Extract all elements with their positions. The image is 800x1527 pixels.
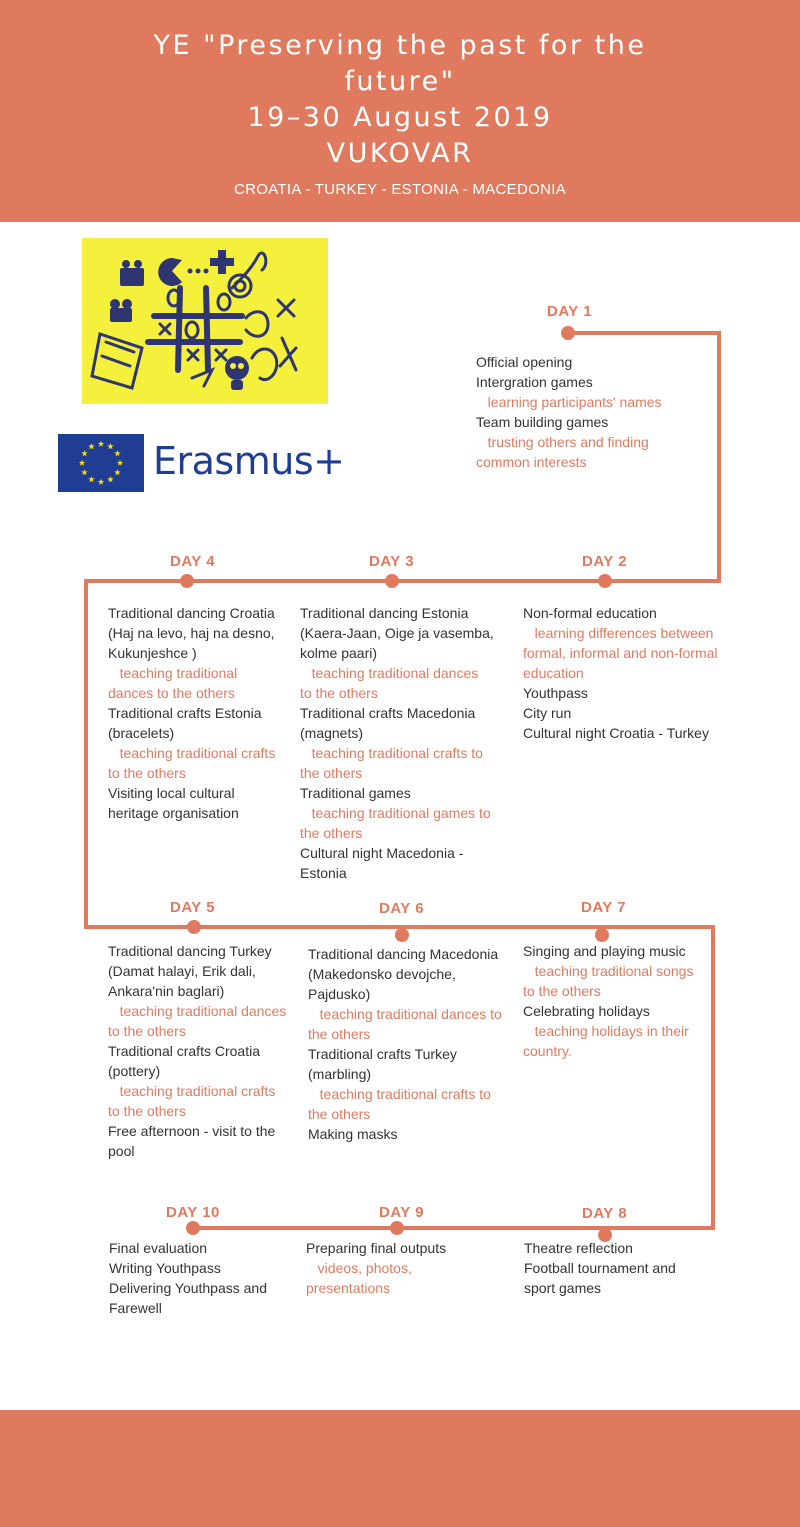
activity-item: kolme paari) [300, 645, 378, 661]
footer-banner [0, 1410, 800, 1527]
activity-item: Youthpass [523, 685, 588, 701]
activity-description: presentations [306, 1280, 391, 1296]
eu-star [79, 460, 85, 466]
activity-description: dances to the others [108, 685, 235, 701]
project-logo [82, 238, 328, 404]
activity-description: to the others [108, 765, 186, 781]
activity-item: Intergration games [476, 374, 593, 390]
activity-description: trusting others and finding [487, 434, 649, 450]
eu-star [114, 469, 120, 475]
activity-item: (pottery) [108, 1063, 161, 1079]
activity-item: Singing and playing music [523, 943, 686, 959]
day-2-activities [523, 603, 733, 743]
activity-item: Writing Youthpass [109, 1260, 221, 1276]
activity-description: to the others [108, 1103, 186, 1119]
activity-item: Traditional crafts Croatia [108, 1043, 260, 1059]
day-4-activities [108, 603, 293, 823]
day-10-label: DAY 10 [166, 1204, 220, 1221]
activity-description: learning participants' names [487, 394, 662, 410]
day-5-activities [108, 941, 298, 1161]
activity-item: Football tournament and [524, 1260, 676, 1276]
activity-item: Non-formal education [523, 605, 657, 621]
erasmus-wordmark: Erasmus+ [153, 439, 345, 483]
activity-item: Celebrating holidays [523, 1003, 650, 1019]
day-5-label: DAY 5 [170, 899, 216, 916]
day-10-activities [109, 1238, 299, 1318]
activity-item: heritage organisation [108, 805, 239, 821]
timeline-line-left [84, 579, 88, 929]
activity-item: Visiting local cultural [108, 785, 235, 801]
activity-item: Estonia [300, 865, 347, 881]
eu-flag-icon [58, 434, 144, 492]
activity-description: the others [300, 825, 363, 841]
activity-item: (marbling) [308, 1066, 372, 1082]
activity-description: teaching traditional [119, 665, 238, 681]
timeline-line-row4 [193, 1226, 715, 1230]
eu-stars [58, 434, 144, 492]
activity-item: Official opening [476, 354, 573, 370]
activity-description: teaching holidays in their [534, 1023, 689, 1039]
activity-description: to the others [300, 685, 378, 701]
title-line: future" [344, 66, 456, 97]
activity-item: Traditional dancing Turkey [108, 943, 272, 959]
activity-item: pool [108, 1143, 135, 1159]
timeline-dot-day1 [561, 326, 575, 340]
activity-item: (bracelets) [108, 725, 175, 741]
activity-description: teaching traditional crafts to [311, 745, 483, 761]
activity-item: (magnets) [300, 725, 364, 741]
eu-star [114, 450, 120, 456]
eu-star [81, 450, 87, 456]
activity-item: Kukunjeshce ) [108, 645, 197, 661]
activity-item: sport games [524, 1280, 602, 1296]
page-title [0, 28, 800, 172]
activity-item: Traditional games [300, 785, 411, 801]
activity-description: to the others [108, 1023, 186, 1039]
activity-description: teaching traditional crafts [119, 1083, 276, 1099]
timeline-dot-day7 [595, 928, 609, 942]
activity-item: Delivering Youthpass and [109, 1280, 268, 1296]
eu-star [88, 476, 94, 482]
activity-item: Traditional dancing Estonia [300, 605, 469, 621]
activity-item: Ankara'nin baglari) [108, 983, 225, 999]
activity-description: teaching traditional games to [311, 805, 491, 821]
activity-item: Free afternoon - visit to the [108, 1123, 276, 1139]
timeline-dot-day6 [395, 928, 409, 942]
activity-description: the others [308, 1106, 371, 1122]
activity-description: teaching traditional dances to [319, 1006, 502, 1022]
day-6-activities [308, 944, 518, 1144]
day-8-label: DAY 8 [582, 1205, 628, 1222]
activity-description: the others [308, 1026, 371, 1042]
activity-description: teaching traditional crafts to [319, 1086, 491, 1102]
activity-item: (Kaera-Jaan, Oige ja vasemba, [300, 625, 494, 641]
activity-description: education [523, 665, 584, 681]
activity-item: Preparing final outputs [306, 1240, 447, 1256]
day-3-label: DAY 3 [369, 553, 415, 570]
activity-description: videos, photos, [317, 1260, 412, 1276]
activity-description: to the others [523, 983, 601, 999]
activity-item: Traditional dancing Croatia [108, 605, 275, 621]
title-line: VUKOVAR [326, 138, 474, 169]
erasmus-plus-logo [58, 434, 358, 492]
activity-item: Farewell [109, 1300, 162, 1316]
timeline-line-right-1 [717, 331, 721, 583]
activity-description: learning differences between [534, 625, 714, 641]
timeline-dot-day10 [186, 1221, 200, 1235]
activity-item: Theatre reflection [524, 1240, 633, 1256]
eu-star [81, 469, 87, 475]
timeline-dot-day2 [598, 574, 612, 588]
activity-item: Traditional crafts Estonia [108, 705, 262, 721]
eu-star [107, 443, 113, 449]
day-2-label: DAY 2 [582, 553, 628, 570]
countries-subtitle: CROATIA - TURKEY - ESTONIA - MACEDONIA [233, 181, 566, 198]
activity-item: (Haj na levo, haj na desno, [108, 625, 275, 641]
eu-star [117, 460, 123, 466]
eu-star [88, 443, 94, 449]
day-9-activities [306, 1238, 506, 1298]
activity-item: Cultural night Croatia - Turkey [523, 725, 709, 741]
eu-star [98, 441, 104, 447]
activity-description: teaching traditional crafts [119, 745, 276, 761]
activity-item: (Damat halayi, Erik dali, [108, 963, 256, 979]
activity-item: Traditional crafts Turkey [308, 1046, 457, 1062]
activity-description: teaching traditional songs [534, 963, 694, 979]
day-7-label: DAY 7 [581, 899, 627, 916]
eu-star [107, 476, 113, 482]
eu-star [98, 479, 104, 485]
activity-item: Traditional dancing Macedonia [308, 946, 499, 962]
activity-item: Pajdusko) [308, 986, 371, 1002]
activity-description: formal, informal and non-formal [523, 645, 718, 661]
timeline-dot-day4 [180, 574, 194, 588]
day-7-activities [523, 941, 723, 1061]
timeline-dot-day9 [390, 1221, 404, 1235]
activity-description: common interests [476, 454, 587, 470]
day-8-activities [524, 1238, 724, 1298]
day-3-activities [300, 603, 510, 883]
activity-item: Making masks [308, 1126, 398, 1142]
title-line: 19–30 August 2019 [247, 102, 553, 133]
timeline-dot-day3 [385, 574, 399, 588]
activity-item: Traditional crafts Macedonia [300, 705, 476, 721]
title-line: YE "Preserving the past for the [153, 30, 647, 61]
day-6-label: DAY 6 [379, 900, 425, 917]
header-banner [0, 0, 800, 222]
day-9-label: DAY 9 [379, 1204, 425, 1221]
day-1-label: DAY 1 [547, 303, 593, 320]
project-logo-illustration [82, 238, 328, 404]
day-4-label: DAY 4 [170, 553, 216, 570]
activity-item: Team building games [476, 414, 609, 430]
activity-item: Final evaluation [109, 1240, 208, 1256]
timeline-line-day1-horizontal [568, 331, 721, 335]
activity-item: (Makedonsko devojche, [308, 966, 456, 982]
activity-item: City run [523, 705, 572, 721]
activity-item: Cultural night Macedonia - [300, 845, 464, 861]
timeline-dot-day5 [187, 920, 201, 934]
day-1-activities [476, 352, 696, 472]
activity-description: the others [300, 765, 363, 781]
activity-description: country. [523, 1043, 572, 1059]
activity-description: teaching traditional dances [119, 1003, 287, 1019]
activity-description: teaching traditional dances [311, 665, 479, 681]
